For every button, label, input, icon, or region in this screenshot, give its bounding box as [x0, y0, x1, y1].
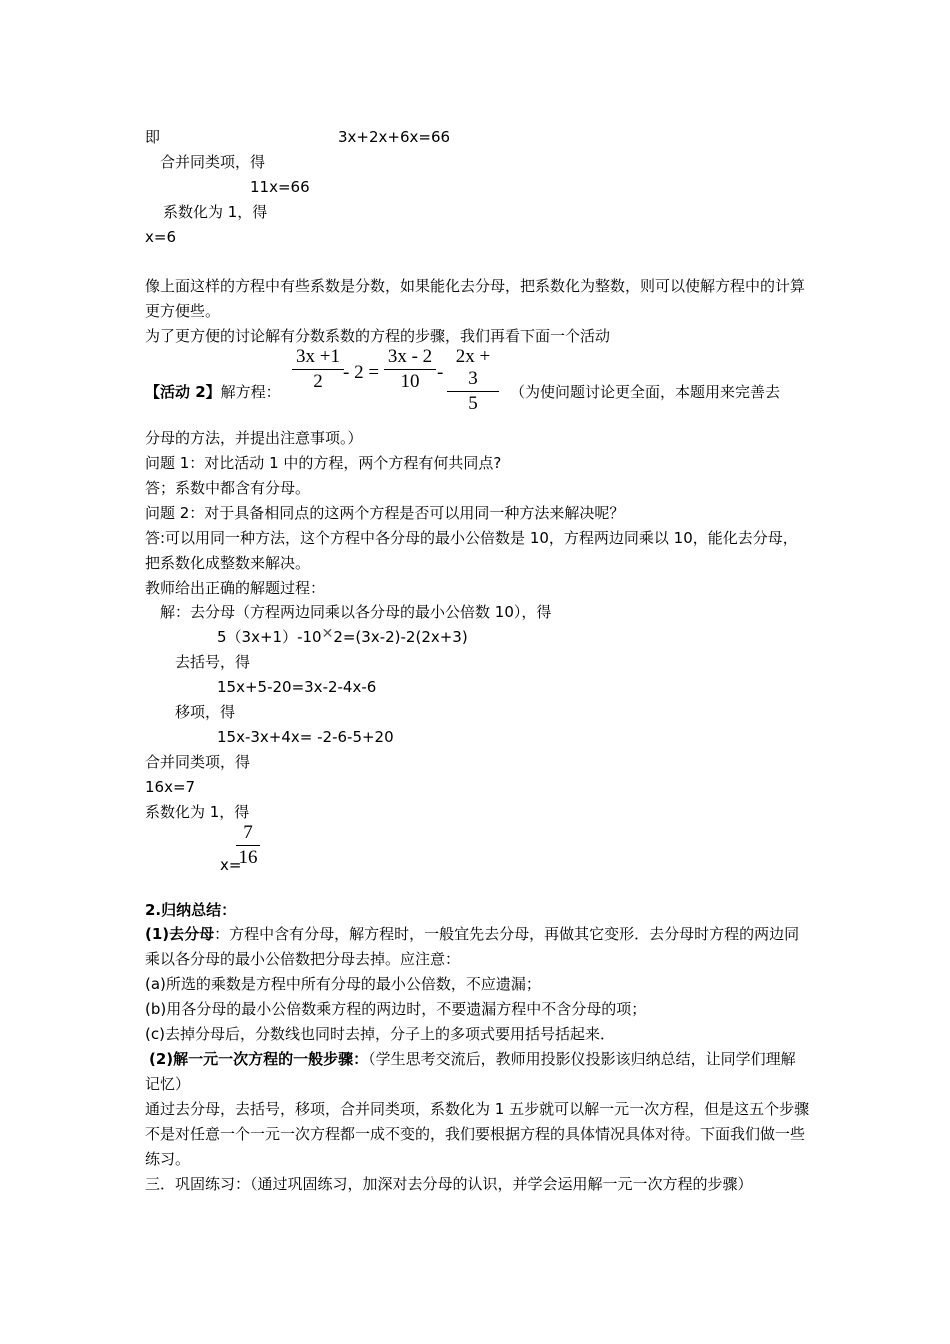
activity-note: （为使问题讨论更全面，本题用来完善去	[510, 383, 781, 401]
equation-operator: - 2 =	[343, 362, 380, 383]
solution-equation: 16x=7	[145, 778, 196, 796]
rule-item-b: (b)用各分母的最小公倍数乘方程的两边时，不要遗漏方程中不含分母的项；	[145, 1000, 647, 1018]
rule-label: (2)解一元一次方程的一般步骤：	[149, 1050, 369, 1068]
text-line: 系数化为 1，得	[163, 203, 268, 221]
solution-equation: 15x-3x+4x= -2-6-5+20	[217, 728, 394, 746]
fraction-denominator: 2	[313, 371, 323, 392]
fraction-2	[384, 346, 436, 393]
activity-label: 【活动 2】	[145, 383, 221, 401]
solution-step: 合并同类项，得	[145, 753, 251, 771]
equation-part: 5（3x+1）-10	[217, 628, 322, 646]
section-heading: 2.归纳总结：	[145, 901, 237, 919]
rule-item-c: (c)去掉分母后，分数线也同时去掉，分子上的多项式要用括号括起来．	[145, 1025, 615, 1043]
equation-operator: -	[437, 362, 444, 383]
answer-1: 答；系数中都含有分母。	[145, 479, 311, 497]
text-ji: 即	[145, 128, 161, 146]
text-line: 分母的方法，并提出注意事项。）	[145, 429, 363, 447]
equation-part: 2=(3x-2)-2(2x+3)	[333, 628, 468, 646]
paragraph: 通过去分母，去括号，移项，合并同类项，系数化为 1 五步就可以解一元一次方程，但是这五个步骤不是对任意一个一元一次方程都一成不变的，我们要根据方程的具体情况具体对待。下面我们做一些练习。	[145, 1100, 810, 1168]
fraction-result	[236, 822, 260, 869]
fraction-denominator: 5	[468, 393, 478, 414]
question-2: 问题 2：对于具备相同点的这两个方程是否可以用同一种方法来解决呢？	[145, 504, 625, 522]
solution-step: 移项，得	[175, 703, 236, 721]
fraction-1	[292, 346, 344, 393]
equation-line: 3x+2x+6x=66	[338, 128, 451, 146]
equation-line: 11x=66	[250, 178, 310, 196]
solution-step: 解：去分母（方程两边同乘以各分母的最小公倍数 10），得	[160, 603, 552, 621]
solution-step: 去括号，得	[175, 653, 251, 671]
question-1: 问题 1：对比活动 1 中的方程，两个方程有何共同点?	[145, 454, 502, 472]
equation-line: x=6	[145, 228, 176, 246]
rule-text: ：方程中含有分母，解方程时，一般宜先去分母，再做其它变形．去分母时方程的两边同乘以各分母的最小公倍数把分母去掉。应注意：	[145, 925, 800, 968]
multiply-icon: ✕	[321, 626, 334, 642]
answer-2: 答:可以用同一种方法，这个方程中各分母的最小公倍数是 10，方程两边同乘以 10，能化去分母，把系数化成整数来解决。	[145, 529, 798, 572]
fraction-numerator: 3x - 2	[387, 346, 433, 367]
activity-text: 解方程：	[220, 383, 281, 401]
paragraph: 像上面这样的方程中有些系数是分数，如果能化去分母，把系数化为整数，则可以使解方程中的计算更方便些。	[145, 277, 806, 320]
rule-2	[145, 1047, 810, 1097]
fraction-numerator: 7	[243, 822, 253, 843]
text-line: 教师给出正确的解题过程：	[145, 579, 326, 597]
rule-1	[145, 922, 810, 972]
paragraph: 为了更方便的讨论解有分数系数的方程的步骤，我们再看下面一个活动	[145, 327, 611, 345]
rule-label: (1)去分母	[145, 925, 215, 943]
fraction-denominator: 10	[400, 371, 420, 392]
text-line: 合并同类项，得	[160, 153, 266, 171]
fraction-denominator: 16	[238, 847, 258, 868]
paragraph: 三．巩固练习：（通过巩固练习，加深对去分母的认识，并学会运用解一元一次方程的步骤）	[145, 1175, 753, 1193]
solution-equation	[217, 625, 882, 651]
rule-text: （学生思考交流后，教师用投影仪投影该归纳总结，让同学们理解记忆）	[145, 1050, 796, 1093]
fraction-3	[447, 346, 499, 415]
solution-equation: 15x+5-20=3x-2-4x-6	[217, 678, 377, 696]
solution-x-label: x=	[220, 856, 242, 874]
text-line	[145, 125, 810, 150]
rule-item-a: (a)所选的乘数是方程中所有分母的最小公倍数，不应遗漏；	[145, 975, 541, 993]
fraction-numerator: 3x +1	[296, 346, 340, 367]
fraction-numerator: 2x + 3	[455, 346, 491, 389]
solution-step: 系数化为 1，得	[145, 803, 250, 821]
